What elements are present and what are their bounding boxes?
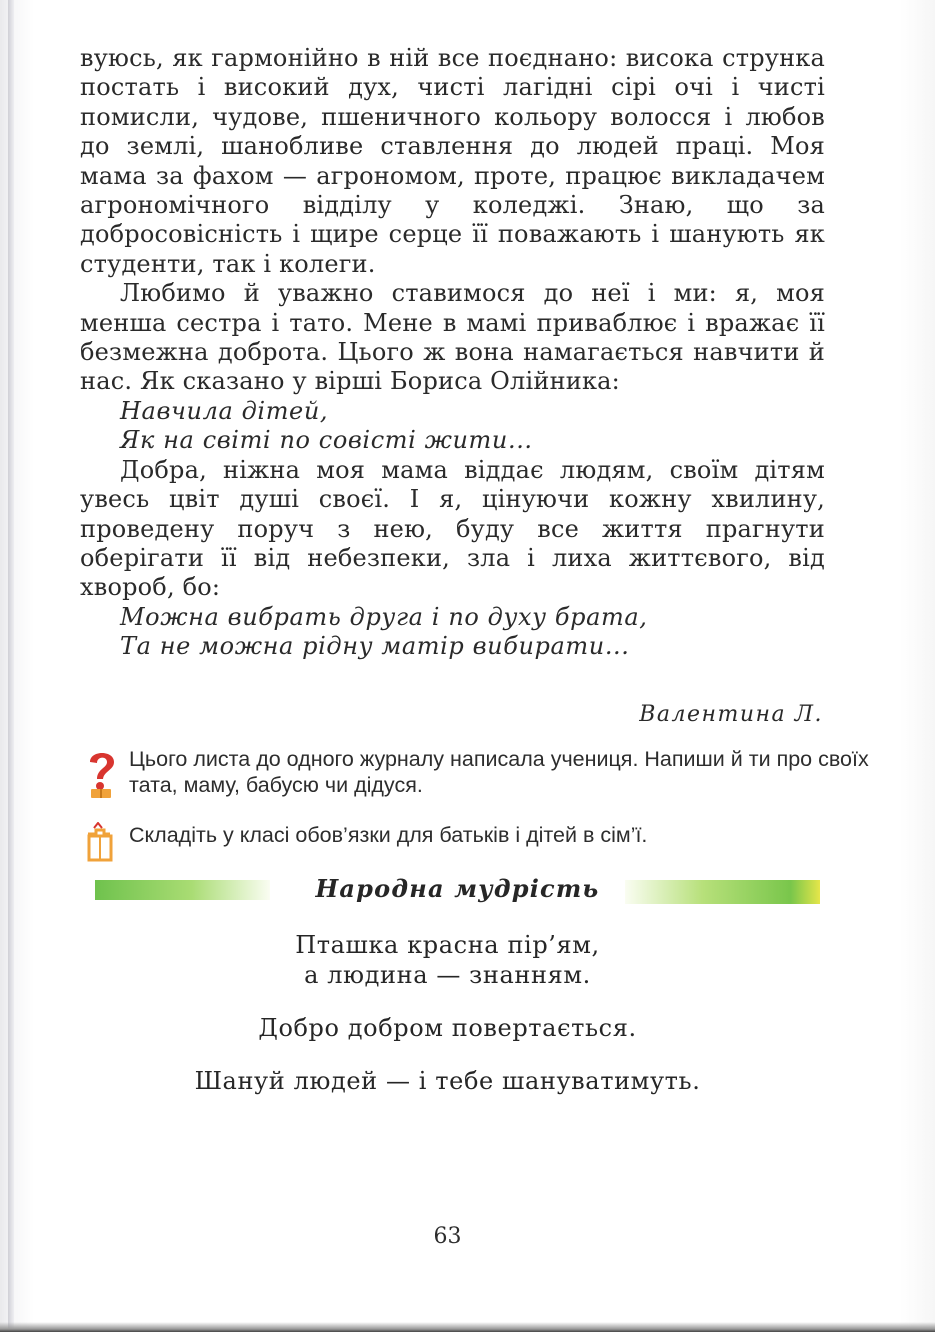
task-write-letter: [84, 746, 869, 802]
proverb: [0, 1066, 895, 1096]
task-duties: [84, 822, 844, 862]
question-mark-icon: [84, 746, 120, 798]
verse-line: Навчила дітей,: [120, 396, 329, 425]
letter-paragraph: Добра, ніжна моя мама віддає людям, своїм дітям увесь цвіт душі своєї. І я, цінуючи кожну хвилину, проведену поруч з нею, буду все життя прагнути оберігати її від небезпеки, зла і лиха життєвого, від хвороб, бо:: [80, 455, 825, 602]
verse-line: Та не можна рідну матір вибирати...: [120, 632, 630, 661]
proverb-line: Шануй людей — і тебе шануватимуть.: [194, 1067, 701, 1095]
letter-paragraph: вуюсь, як гармонійно в ній все поєднано: висока струнка постать і високий дух, чисті лагідні сірі очі і чисті помисли, чудове, пшеничного кольору волосся і любов до землі, шанобливе ставлення до людей праці. Моя мама за фахом — агрономом, проте, працює викладачем агрономічного відділу у коледжі. Знаю, що за добросовісність і щире серце її поважають і шанують як студенти, так і колеги.: [80, 44, 825, 278]
proverb: [0, 1013, 895, 1043]
proverb-line: Добро добром повертається.: [258, 1014, 637, 1042]
letter-text: [80, 44, 825, 662]
task-text: Цього листа до одного журналу написала учениця. Напиши й ти про своїх тата, маму, бабусю чи дідуся.: [129, 747, 869, 797]
proverb-line: а людина — знанням.: [304, 961, 591, 989]
proverb: [0, 930, 895, 990]
letter-signature: Валентина Л.: [639, 702, 823, 727]
verse-line: Можна вибрать друга і по духу брата,: [120, 602, 648, 631]
task-text: Складіть у класі обов’язки для батьків і дітей в сім’ї.: [129, 823, 648, 847]
page-number: 63: [433, 1224, 462, 1249]
proverb-line: Пташка красна пір’ям,: [295, 931, 600, 959]
book-spine-shadow: [8, 0, 14, 1332]
verse-line: Як на світі по совісті жити...: [120, 426, 533, 455]
letter-paragraph: Любимо й уважно ставимося до неї і ми: я, моя менша сестра і тато. Мене в мамі приваблює і вражає її безмежна доброта. Цього ж вона намагається навчити й нас. Як сказано у вірші Бориса Олійника:: [80, 279, 825, 396]
section-header: [95, 872, 820, 912]
open-book-icon: [84, 822, 120, 874]
section-title: Народна мудрість: [315, 874, 600, 903]
page-bottom-edge: [0, 1322, 935, 1332]
